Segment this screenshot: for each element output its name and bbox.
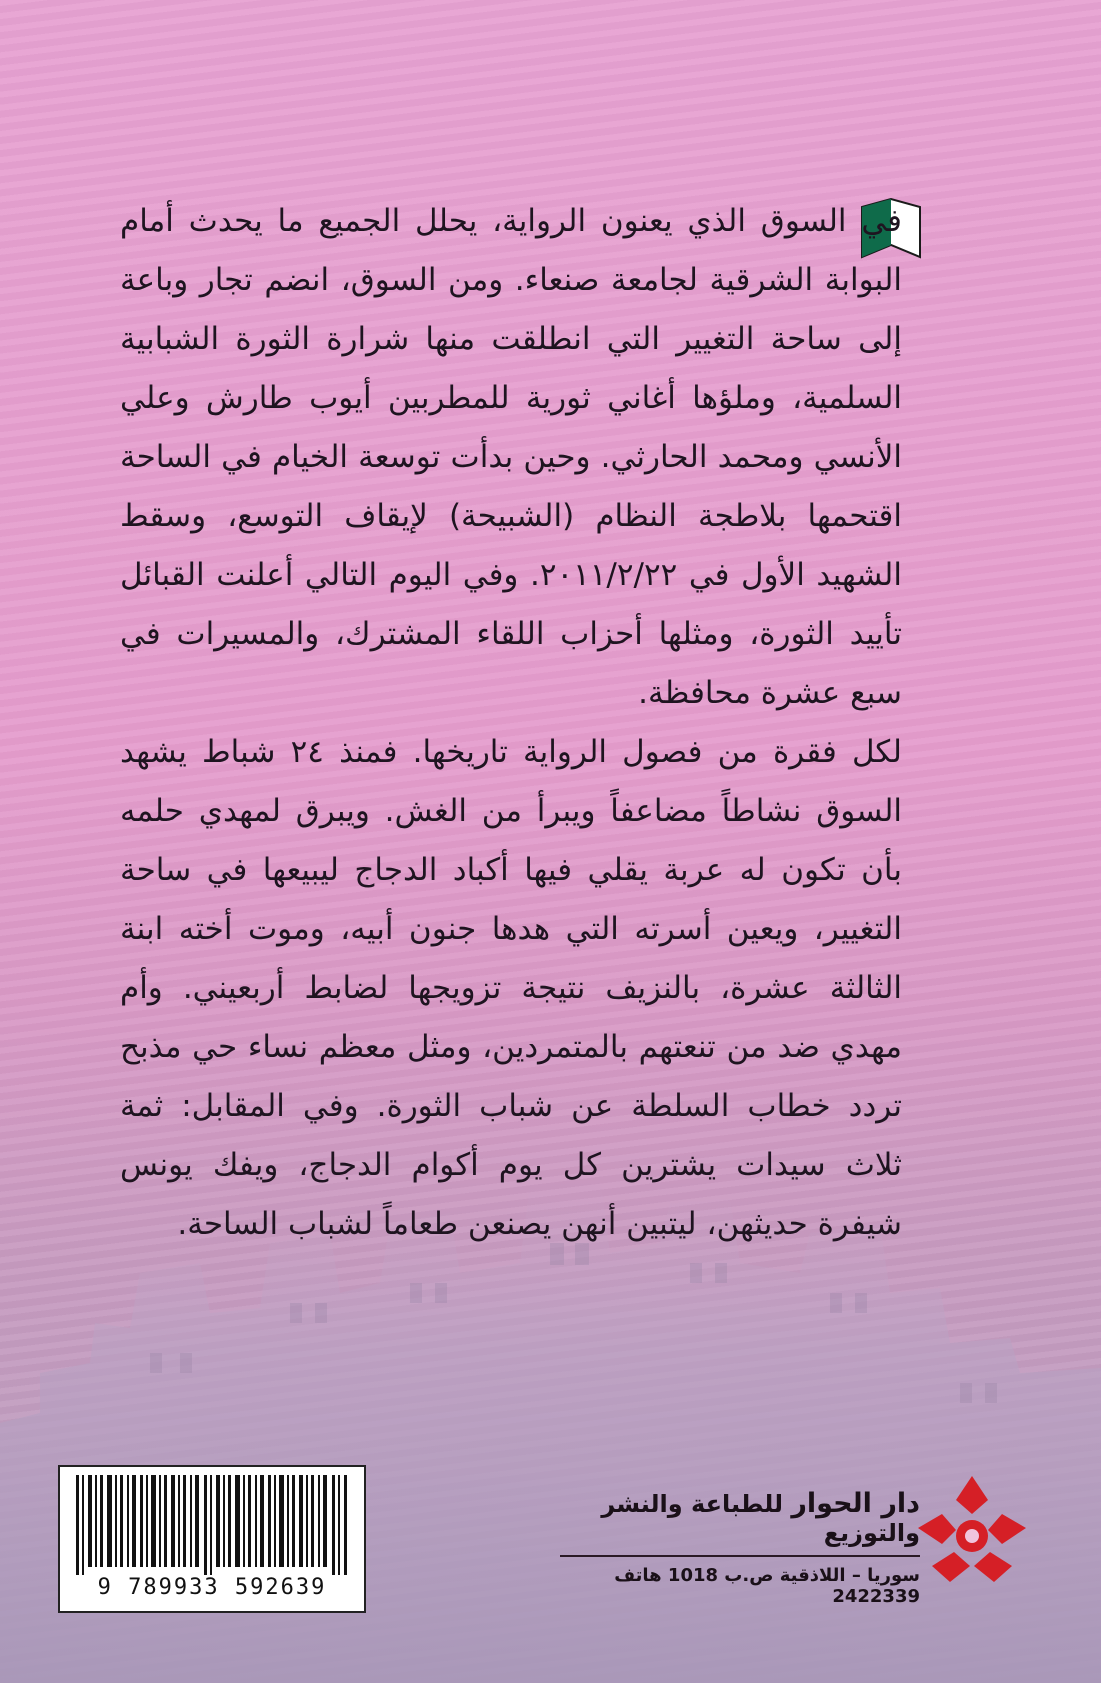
barcode	[58, 1465, 366, 1613]
blurb-paragraph-1: في السوق الذي يعنون الرواية، يحلل الجميع ما يحدث أمام البوابة الشرقية لجامعة صنعاء. ومن السوق، انضم تجار وباعة إلى ساحة التغيير التي انطلقت منها شرارة الثورة الشبابية السلمية، وملؤها أغاني ثورية للمطربين أيوب طارش وعلي الأنسي ومحمد الحارثي. وحين بدأت توسعة الخيام في الساحة اقتحمها بلاطجة النظام (الشبيحة) لإيقاف التوسع، وسقط الشهيد الأول في ٢٠١١/٢/٢٢. وفي اليوم التالي أعلنت القبائل تأييد الثورة، ومثلها أحزاب اللقاء المشترك، والمسيرات في سبع عشرة محافظة.	[120, 203, 902, 711]
barcode-icon	[74, 1475, 350, 1575]
publisher-logo-icon	[910, 1470, 1034, 1594]
isbn-number: 9 789933 592639	[97, 1575, 327, 1600]
publisher-divider	[560, 1555, 920, 1557]
publisher-name-line	[560, 1488, 920, 1547]
publisher-name: دار الحوار	[791, 1488, 920, 1519]
blurb-text	[120, 192, 902, 1254]
publisher-info	[560, 1488, 920, 1607]
publisher-tagline: للطباعة والنشر والتوزيع	[601, 1490, 920, 1547]
publisher-address: سوريا – اللاذقية ص.ب 1018 هاتف 2422339	[614, 1565, 920, 1607]
blurb-paragraph-2: لكل فقرة من فصول الرواية تاريخها. فمنذ ٢٤ شباط يشهد السوق نشاطاً مضاعفاً ويبرأ من الغش. ويبرق لمهدي حلمه بأن تكون له عربة يقلي فيها أكباد الدجاج ليبيعها في ساحة التغيير، ويعين أسرته التي هدها جنون أبيه، وموت أخته ابنة الثالثة عشرة، بالنزيف نتيجة تزويجها لضابط أربعيني. وأم مهدي ضد من تنعتهم بالمتمردين، ومثل معظم نساء حي مذبح تردد خطاب السلطة عن شباب الثورة. وفي المقابل: ثمة ثلاث سيدات يشترين كل يوم أكوام الدجاج، ويفك يونس شيفرة حديثهن، ليتبين أنهن يصنعن طعاماً لشباب الساحة.	[120, 734, 902, 1242]
